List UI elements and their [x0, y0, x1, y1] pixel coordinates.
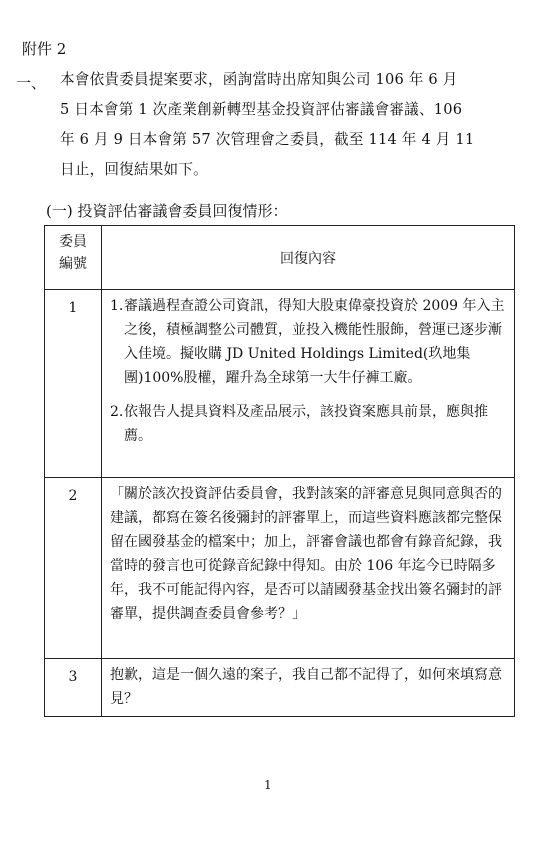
reply-table	[44, 225, 515, 717]
item-text: 依報告人提具資料及產品展示，該投資案應具前景，應與推薦。	[124, 404, 488, 444]
intro-line: 本會依貴委員提案要求，函詢當時出席知與公司 106 年 6 月	[60, 71, 458, 88]
header-member-number	[45, 226, 102, 290]
table-row	[45, 659, 515, 717]
attachment-label: 附件 2	[22, 40, 67, 58]
member-number: 3	[45, 659, 102, 717]
reply-content	[102, 290, 515, 478]
member-number: 2	[45, 478, 102, 659]
item-number: 2.	[110, 404, 124, 420]
page-number: 1	[264, 778, 272, 792]
table-row	[45, 290, 515, 478]
reply-content: 「關於該次投資評估委員會，我對該案的評審意見與同意與否的建議，都寫在簽名後彌封的評審單上，而這些資料應該都完整保留在國發基金的檔案中；加上，評審會議也都會有錄音紀錄，我當時的發言也可從錄音紀錄中得知。由於 106 年迄今已時隔多年，我不可能記得內容，是否可以請國發基金找出簽名彌封的評審單，提供調查委員會參考？」	[102, 478, 515, 659]
intro-line: 年 6 月 9 日本會第 57 次管理會之委員，截至 114 年 4 月 11	[60, 131, 475, 148]
header-col1-line2: 編號	[59, 256, 87, 272]
reply-item	[110, 294, 508, 390]
header-reply-content: 回復內容	[102, 226, 515, 290]
reply-item	[110, 400, 508, 448]
item-text: 審議過程查證公司資訊，得知大股東偉豪投資於 2009 年入主之後，積極調整公司體質，並投入機能性服飾，營運已逐步漸入佳境。擬收購 JD United Holdings Limited(玖地集團)100%股權，躍升為全球第一大牛仔褲工廠。	[124, 298, 505, 386]
subsection-title: (一) 投資評估審議會委員回復情形：	[46, 202, 288, 220]
intro-line: 5 日本會第 1 次產業創新轉型基金投資評估審議會審議、106	[60, 101, 463, 118]
section-number: 一、	[16, 74, 47, 92]
header-col1-line1: 委員	[59, 234, 87, 250]
reply-content: 抱歉，這是一個久遠的案子，我自己都不記得了，如何來填寫意見？	[102, 659, 515, 717]
table-header-row	[45, 226, 515, 290]
item-number: 1.	[110, 298, 124, 314]
table-row	[45, 478, 515, 659]
member-number: 1	[45, 290, 102, 478]
intro-line: 日止，回復結果如下。	[60, 161, 208, 178]
